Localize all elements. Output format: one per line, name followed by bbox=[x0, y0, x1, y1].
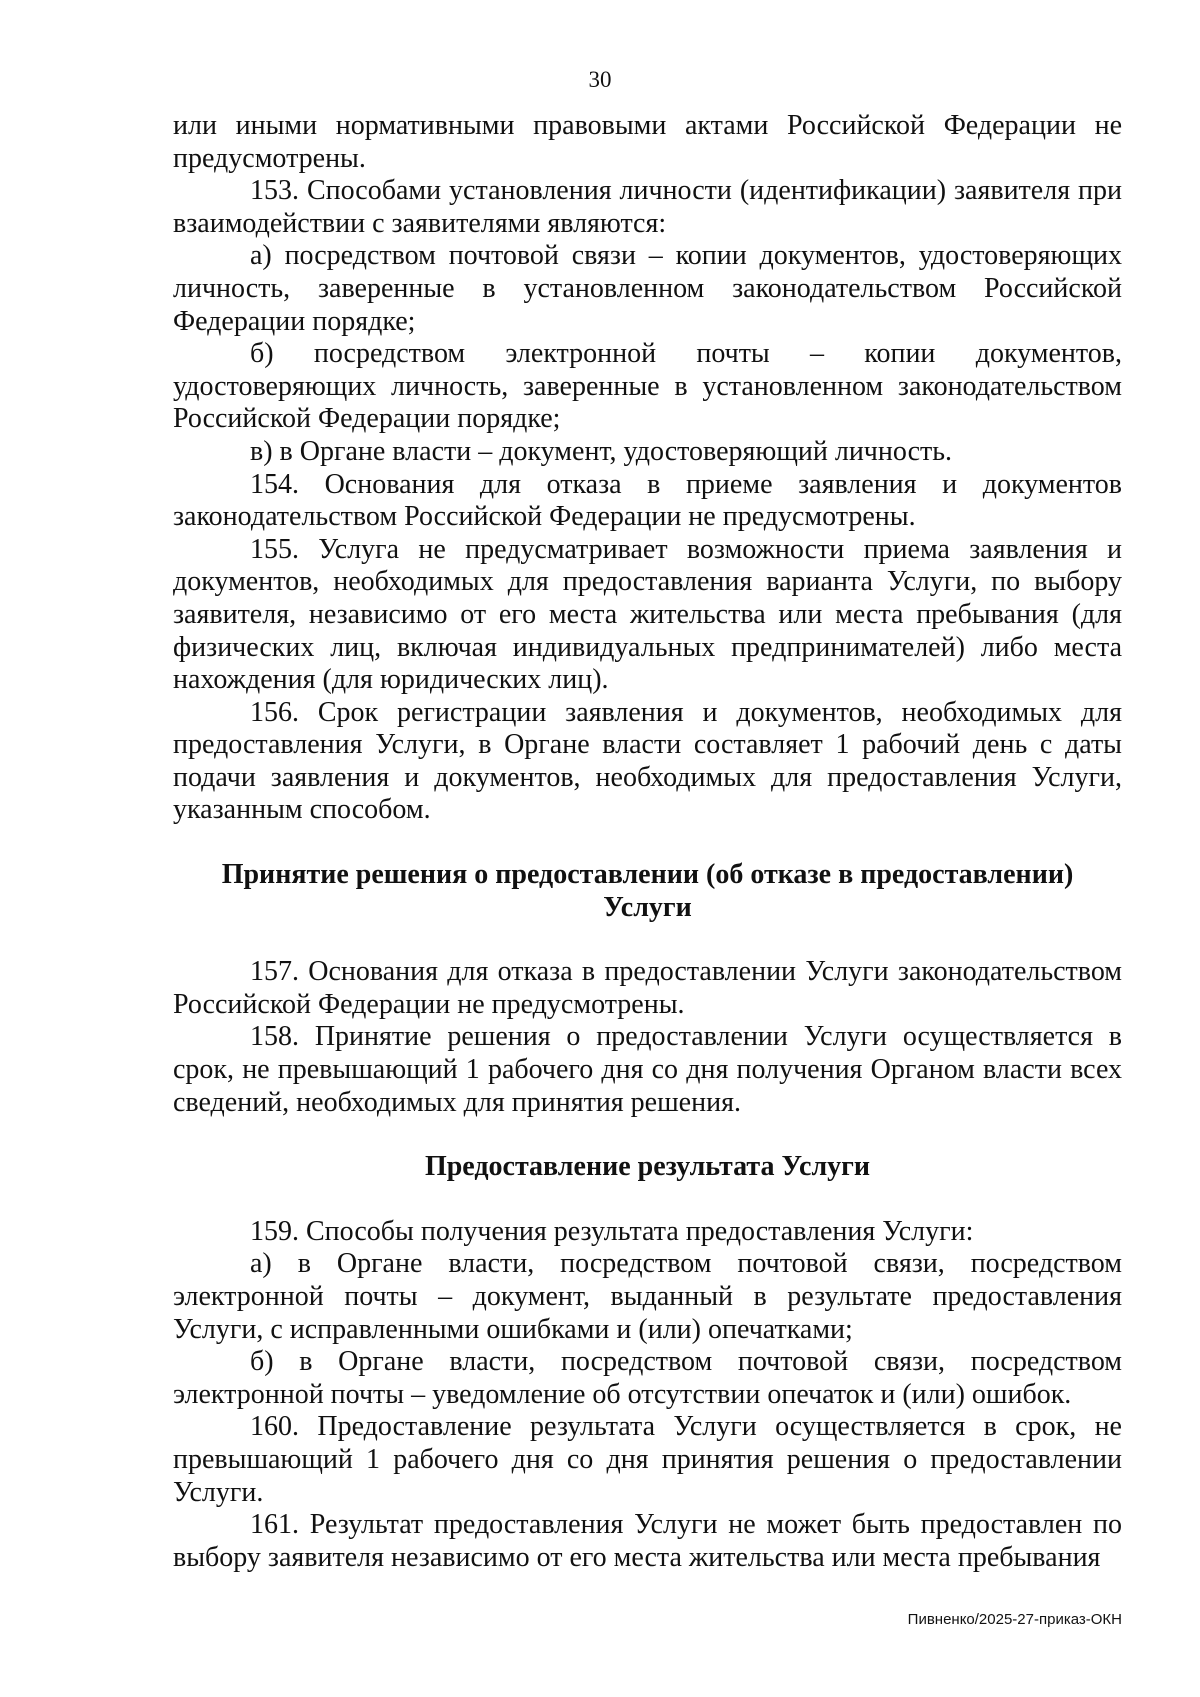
paragraph-153-v: в) в Органе власти – документ, удостоверяющий личность. bbox=[250, 435, 952, 467]
section-heading-decision-line2: Услуги bbox=[603, 891, 692, 923]
section-heading-decision bbox=[173, 859, 1122, 924]
section-gap bbox=[173, 1119, 1122, 1151]
paragraph-156: 156. Срок регистрации заявления и документов, необходимых для предоставления Услуги, в Органе власти составляет 1 рабочий день с даты подачи заявления и документов, необходимых для предоставления Услуги, указанным способом. bbox=[173, 696, 1122, 826]
paragraph-155: 155. Услуга не предусматривает возможности приема заявления и документов, необходимых для предоставления варианта Услуги, по выбору заявителя, независимо от его места жительства или места пребывания (для физических лиц, включая индивидуальных предпринимателей) либо места нахождения (для юридических лиц). bbox=[173, 533, 1122, 696]
document-body bbox=[173, 110, 1122, 1574]
paragraph-154: 154. Основания для отказа в приеме заявления и документов законодательством Российской Федерации не предусмотрены. bbox=[173, 468, 1122, 533]
paragraph-153-b: б) посредством электронной почты – копии документов, удостоверяющих личность, заверенные в установленном законодательством Российской Федерации порядке; bbox=[173, 338, 1122, 435]
paragraph-153: 153. Способами установления личности (идентификации) заявителя при взаимодействии с заявителями являются: bbox=[173, 175, 1122, 239]
paragraph-160: 160. Предоставление результата Услуги осуществляется в срок, не превышающий 1 рабочего дня со дня принятия решения о предоставлении Услуги. bbox=[173, 1411, 1122, 1508]
document-footer-code: Пивненко/2025-27-приказ-ОКН bbox=[907, 1611, 1122, 1628]
paragraph-157: 157. Основания для отказа в предоставлении Услуги законодательством Российской Федерации не предусмотрены. bbox=[173, 956, 1122, 1020]
section-heading-decision-line1: Принятие решения о предоставлении (об отказе в предоставлении) bbox=[221, 859, 1074, 891]
section-heading-result: Предоставление результата Услуги bbox=[424, 1151, 871, 1183]
paragraph-158: 158. Принятие решения о предоставлении Услуги осуществляется в срок, не превышающий 1 рабочего дня со дня получения Органом власти всех сведений, необходимых для принятия решения. bbox=[173, 1021, 1122, 1118]
section-gap bbox=[173, 827, 1122, 859]
page-number: 30 bbox=[588, 67, 612, 92]
paragraph-continuation: или иными нормативными правовыми актами Российской Федерации не предусмотрены. bbox=[173, 110, 1122, 174]
paragraph-159-b: б) в Органе власти, посредством почтовой связи, посредством электронной почты – уведомление об отсутствии опечаток и (или) ошибок. bbox=[173, 1346, 1122, 1410]
paragraph-159: 159. Способы получения результата предоставления Услуги: bbox=[250, 1215, 974, 1247]
paragraph-159-a: а) в Органе власти, посредством почтовой связи, посредством электронной почты – документ, выданный в результате предоставления Услуги, с исправленными ошибками и (или) опечатками; bbox=[173, 1248, 1122, 1345]
paragraph-153-a: а) посредством почтовой связи – копии документов, удостоверяющих личность, заверенные в установленном законодательством Российской Федерации порядке; bbox=[173, 240, 1122, 337]
section-gap bbox=[173, 924, 1122, 956]
paragraph-161: 161. Результат предоставления Услуги не может быть предоставлен по выбору заявителя независимо от его места жительства или места пребывания bbox=[173, 1509, 1122, 1573]
section-gap bbox=[173, 1184, 1122, 1216]
